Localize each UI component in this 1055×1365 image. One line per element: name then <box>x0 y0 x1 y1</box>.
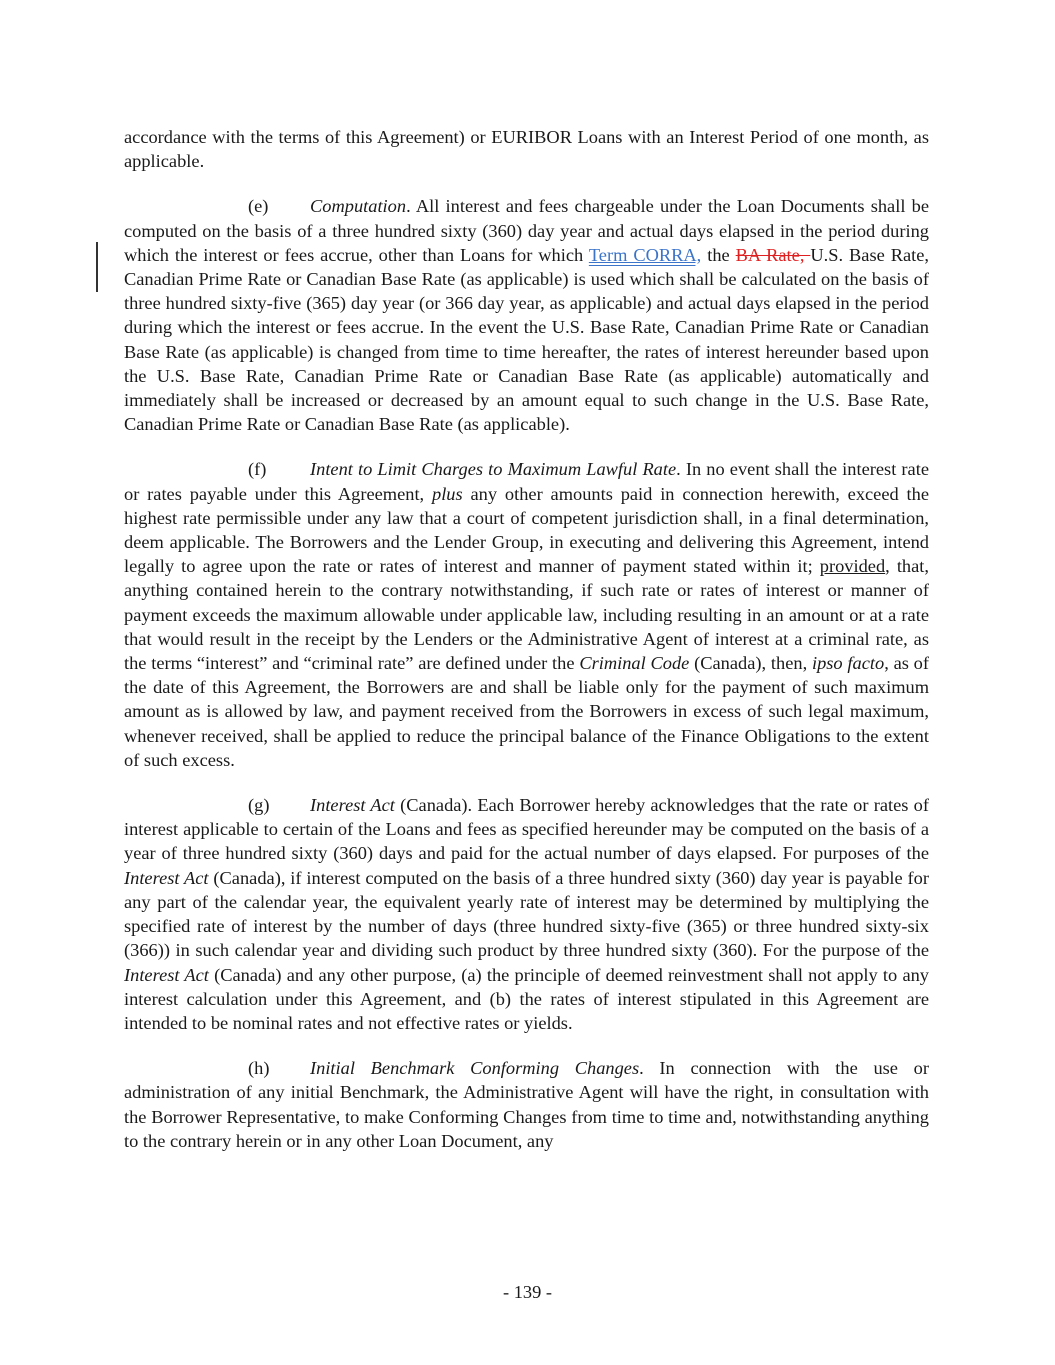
page-number: - 139 - <box>502 1282 553 1302</box>
inserted-text: Term CORRA, <box>588 244 702 265</box>
paragraph-g: (g) Interest Act (Canada). Each Borrower hereby acknowledges that the rate or rates of interest applicable to certain of the Loans and fees as specified hereunder may be computed on the basis of a year of three hundred sixty (360) days and paid for the actual number of days elapsed. For purposes of the Interest Act (Canada), if interest computed on the basis of a three hundred sixty (360) day year is payable for any part of the calendar year, the equivalent yearly rate of interest may be determined by multiplying the specified rate of interest by the number of days (three hundred sixty-five (365) or three hundred sixty-six (366)) in such calendar year and dividing such product by three hundred sixty (360). For the purpose of the Interest Act (Canada) and any other purpose, (a) the principle of deemed reinvestment shall not apply to any interest calculation under this Agreement, and (b) the rates of interest stipulated in this Agreement are intended to be nominal rates and not effective rates or yields. <box>124 795 929 1033</box>
paragraph-label: (h) <box>248 1058 270 1079</box>
paragraph-e: (e) Computation. All interest and fees chargeable under the Loan Documents shall be computed on the basis of a three hundred sixty (360) day year and actual days elapsed in the period during which the interest or fees accrue, other than Loans for which Term CORRA, the BA Rate, U.S. Base Rate, Canadian Prime Rate or Canadian Base Rate (as applicable) is used which shall be calculated on the basis of three hundred sixty-five (365) day year (or 366 day year, as applicable) and actual days elapsed in the period during which the interest or fees accrue. In the event the U.S. Base Rate, Canadian Prime Rate or Canadian Base Rate (as applicable) is changed from time to time hereafter, the rates of interest hereunder based upon the U.S. Base Rate, Canadian Prime Rate or Canadian Base Rate (as applicable) automatically and immediately shall be increased or decreased by an amount equal to such change in the U.S. Base Rate, Canadian Prime Rate or Canadian Base Rate (as applicable). <box>124 196 930 435</box>
paragraph-label: (g) <box>248 795 270 816</box>
document-body <box>124 125 929 1174</box>
paragraph-h: (h) Initial Benchmark Conforming Changes. In connection with the use or administration of any initial Benchmark, the Administrative Agent will have the right, in consultation with the Borrower Representative, to make Conforming Changes from time to time and, notwithstanding anything to the contrary herein or in any other Loan Document, any <box>124 1058 929 1151</box>
paragraph-label: (e) <box>248 196 269 217</box>
paragraph-heading: Interest Act <box>310 795 395 816</box>
paragraph-heading: Initial Benchmark Conforming Changes <box>310 1058 640 1079</box>
deleted-text: BA Rate, <box>735 244 811 265</box>
paragraph-intro: accordance with the terms of this Agreement) or EURIBOR Loans with an Interest Period of one month, as applicable. <box>124 127 929 172</box>
paragraph-heading: Intent to Limit Charges to Maximum Lawful Rate <box>310 459 677 480</box>
paragraph-f: (f) Intent to Limit Charges to Maximum Lawful Rate. In no event shall the interest rate or rates payable under this Agreement, plus any other amounts paid in connection herewith, exceed the highest rate permissible under any law that a court of competent jurisdiction shall, in a final determination, deem applicable. The Borrowers and the Lender Group, in executing and delivering this Agreement, intend legally to agree upon the rate or rates of interest and manner of payment stated within it; provided, that, anything contained herein to the contrary notwithstanding, if such rate or rates of interest or manner of payment exceeds the maximum allowable under applicable law, including resulting in an amount or at a rate that would result in the receipt by the Lenders or the Administrative Agent of interest at a criminal rate, as the terms “interest” and “criminal rate” are defined under the Criminal Code (Canada), then, ipso facto, as of the date of this Agreement, the Borrowers are and shall be liable only for the payment of such maximum amount as is allowed by law, and payment received from the Borrowers in excess of such legal maximum, whenever received, shall be applied to reduce the principal balance of the Finance Obligations to the extent of such excess. <box>124 459 930 770</box>
paragraph-heading: Computation <box>310 196 407 217</box>
paragraph-label: (f) <box>248 459 267 480</box>
revision-change-bar <box>96 242 98 292</box>
